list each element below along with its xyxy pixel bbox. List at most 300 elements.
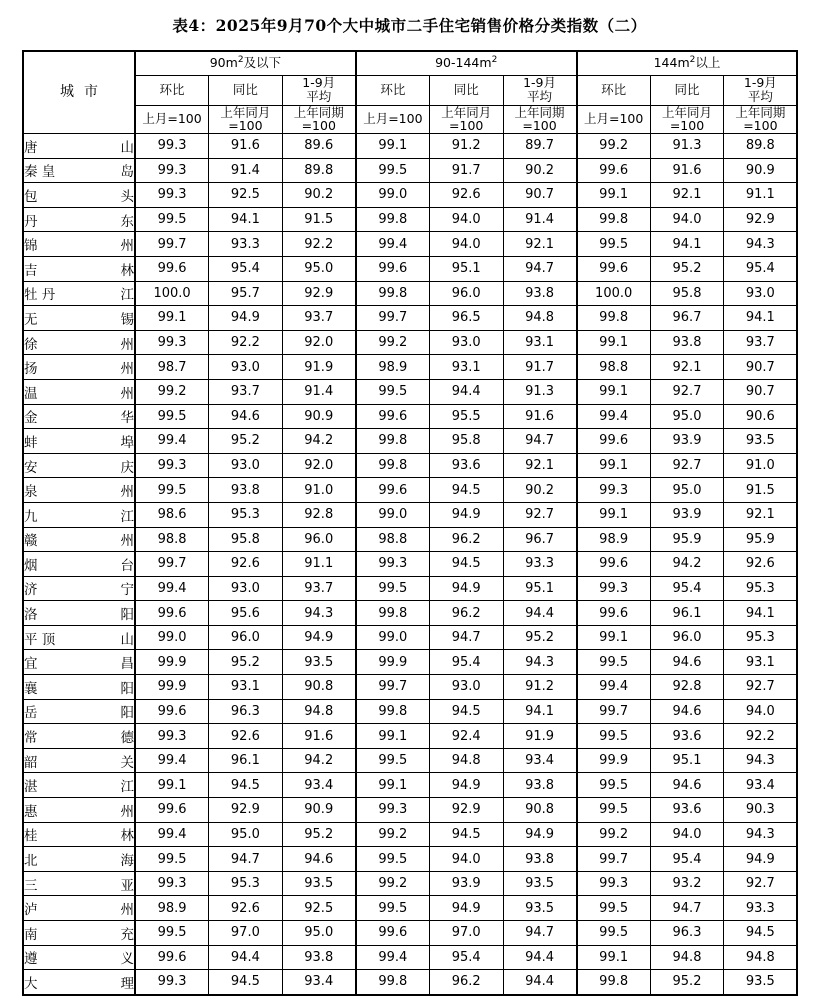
group-header-3-tail: 以上 — [695, 55, 721, 71]
value-cell: 94.0 — [429, 207, 503, 232]
value-cell: 99.8 — [356, 281, 430, 306]
value-cell: 95.3 — [209, 871, 283, 896]
value-cell: 95.2 — [209, 429, 283, 454]
value-cell: 99.4 — [135, 576, 209, 601]
value-cell: 91.9 — [282, 355, 356, 380]
value-cell: 91.6 — [209, 134, 283, 159]
value-cell: 99.2 — [356, 822, 430, 847]
city-name-part-2: 阳 — [120, 607, 134, 624]
table-row — [23, 183, 797, 208]
city-name-part-1: 九 — [24, 508, 38, 525]
value-cell: 99.1 — [577, 945, 651, 970]
price-index-table — [22, 50, 798, 996]
value-cell: 99.5 — [577, 232, 651, 257]
value-cell: 95.4 — [429, 945, 503, 970]
city-name-inner — [24, 529, 134, 549]
city-name-inner — [24, 800, 134, 820]
table-row — [23, 306, 797, 331]
city-name-cell — [23, 478, 135, 503]
value-cell: 93.1 — [209, 675, 283, 700]
city-name-part-2: 州 — [120, 361, 134, 378]
value-cell: 93.2 — [650, 871, 724, 896]
value-cell: 94.1 — [209, 207, 283, 232]
value-cell: 91.5 — [724, 478, 798, 503]
value-cell: 99.6 — [356, 404, 430, 429]
baseheader-g1-yoy-line2: =100 — [228, 118, 263, 134]
table-row — [23, 822, 797, 847]
value-cell: 99.5 — [356, 748, 430, 773]
city-name-part-2: 台 — [120, 557, 134, 574]
city-name-inner — [24, 628, 134, 648]
city-name-part-2: 州 — [120, 336, 134, 353]
city-name-part-1: 三 — [24, 877, 38, 894]
subheader-g2-yoy — [429, 75, 503, 105]
value-cell: 99.8 — [577, 306, 651, 331]
value-cell: 95.4 — [209, 256, 283, 281]
table-row — [23, 256, 797, 281]
city-name-part-1: 岳 — [24, 705, 38, 722]
value-cell: 94.3 — [724, 822, 798, 847]
value-cell: 90.7 — [724, 379, 798, 404]
city-name-cell — [23, 601, 135, 626]
city-name-inner — [24, 283, 134, 303]
value-cell: 93.7 — [724, 330, 798, 355]
city-name-cell — [23, 552, 135, 577]
value-cell: 93.0 — [429, 675, 503, 700]
baseheader-g2-avg-line1: 上年同期 — [514, 104, 565, 120]
city-name-part-1: 遵 — [24, 951, 38, 968]
baseheader-g3-yoy-line2: =100 — [669, 118, 705, 134]
value-cell: 94.7 — [503, 256, 577, 281]
city-name-part-2: 埠 — [120, 434, 134, 451]
value-cell: 99.9 — [356, 650, 430, 675]
city-name-cell — [23, 281, 135, 306]
value-cell: 99.7 — [356, 306, 430, 331]
table-row — [23, 478, 797, 503]
city-name-part-1: 烟 — [24, 557, 38, 574]
value-cell: 93.6 — [650, 724, 724, 749]
value-cell: 99.8 — [577, 970, 651, 995]
value-cell: 99.3 — [577, 576, 651, 601]
value-cell: 95.2 — [282, 822, 356, 847]
value-cell: 94.3 — [724, 748, 798, 773]
value-cell: 91.5 — [282, 207, 356, 232]
value-cell: 99.3 — [577, 871, 651, 896]
city-name-part-1: 泉 — [24, 484, 38, 501]
value-cell: 90.7 — [503, 183, 577, 208]
value-cell: 99.9 — [577, 748, 651, 773]
value-cell: 96.0 — [650, 625, 724, 650]
city-name-inner — [24, 234, 134, 254]
value-cell: 92.9 — [429, 798, 503, 823]
value-cell: 96.1 — [209, 748, 283, 773]
value-cell: 91.7 — [503, 355, 577, 380]
value-cell: 99.5 — [356, 379, 430, 404]
value-cell: 93.5 — [724, 970, 798, 995]
value-cell: 91.1 — [282, 552, 356, 577]
city-header-label: 城市 — [60, 84, 108, 101]
value-cell: 92.5 — [209, 183, 283, 208]
value-cell: 92.4 — [429, 724, 503, 749]
city-name-part-2: 海 — [120, 853, 134, 870]
value-cell: 95.0 — [650, 404, 724, 429]
table-header — [23, 51, 797, 134]
value-cell: 94.5 — [429, 478, 503, 503]
value-cell: 93.5 — [503, 871, 577, 896]
value-cell: 95.6 — [209, 601, 283, 626]
city-name-inner — [24, 603, 134, 623]
value-cell: 90.9 — [282, 798, 356, 823]
city-name-part-1: 常 — [24, 730, 38, 747]
value-cell: 99.8 — [356, 453, 430, 478]
value-cell: 94.0 — [650, 207, 724, 232]
baseheader-g1-yoy — [209, 105, 283, 134]
baseheader-g3-avg-line1: 上年同期 — [735, 104, 786, 120]
city-name-inner — [24, 751, 134, 771]
baseheader-g1-avg-line2: =100 — [301, 118, 336, 134]
city-name-part-2: 岛 — [120, 164, 134, 181]
value-cell: 99.3 — [356, 552, 430, 577]
table-row — [23, 650, 797, 675]
value-cell: 96.0 — [209, 625, 283, 650]
value-cell: 99.9 — [135, 675, 209, 700]
value-cell: 99.8 — [356, 429, 430, 454]
value-cell: 96.3 — [209, 699, 283, 724]
value-cell: 95.3 — [724, 576, 798, 601]
value-cell: 93.6 — [650, 798, 724, 823]
value-cell: 94.7 — [209, 847, 283, 872]
city-name-inner — [24, 578, 134, 598]
city-name-part-1: 温 — [24, 385, 38, 402]
value-cell: 93.8 — [282, 945, 356, 970]
city-name-inner — [24, 898, 134, 918]
table-row — [23, 847, 797, 872]
value-cell: 99.6 — [356, 256, 430, 281]
value-cell: 89.8 — [282, 158, 356, 183]
value-cell: 94.1 — [503, 699, 577, 724]
city-name-part-1: 徐 — [24, 336, 38, 353]
city-name-cell — [23, 798, 135, 823]
value-cell: 94.9 — [429, 773, 503, 798]
value-cell: 94.4 — [429, 379, 503, 404]
city-name-part-2: 理 — [120, 975, 134, 992]
city-name-cell — [23, 256, 135, 281]
value-cell: 95.8 — [209, 527, 283, 552]
value-cell: 98.9 — [577, 527, 651, 552]
city-name-cell — [23, 699, 135, 724]
value-cell: 94.4 — [503, 945, 577, 970]
value-cell: 94.5 — [429, 552, 503, 577]
table-row — [23, 871, 797, 896]
value-cell: 92.1 — [503, 232, 577, 257]
baseheader-g1-mom-line1: 上月=100 — [142, 111, 202, 127]
value-cell: 92.2 — [209, 330, 283, 355]
value-cell: 99.3 — [135, 158, 209, 183]
table-row — [23, 625, 797, 650]
city-name-part-1: 金 — [24, 410, 38, 427]
city-name-inner — [24, 677, 134, 697]
city-name-part-1: 泸 — [24, 902, 38, 919]
city-name-cell — [23, 847, 135, 872]
group-header-1-tail: 及以下 — [243, 55, 282, 71]
value-cell: 93.8 — [503, 773, 577, 798]
value-cell: 95.0 — [650, 478, 724, 503]
value-cell: 94.7 — [503, 921, 577, 946]
city-name-cell — [23, 970, 135, 995]
value-cell: 99.7 — [135, 552, 209, 577]
table-row — [23, 699, 797, 724]
value-cell: 98.8 — [356, 527, 430, 552]
value-cell: 94.7 — [429, 625, 503, 650]
city-name-inner — [24, 726, 134, 746]
value-cell: 93.3 — [503, 552, 577, 577]
baseheader-g2-mom — [356, 105, 430, 134]
value-cell: 94.0 — [650, 822, 724, 847]
value-cell: 99.1 — [135, 306, 209, 331]
city-name-cell — [23, 453, 135, 478]
city-name-inner — [24, 480, 134, 500]
city-name-inner — [24, 824, 134, 844]
city-name-cell — [23, 896, 135, 921]
value-cell: 99.1 — [356, 724, 430, 749]
value-cell: 95.8 — [650, 281, 724, 306]
city-name-cell — [23, 207, 135, 232]
value-cell: 92.8 — [282, 502, 356, 527]
city-name-part-2: 阳 — [120, 680, 134, 697]
value-cell: 99.2 — [577, 822, 651, 847]
city-name-cell — [23, 379, 135, 404]
value-cell: 94.7 — [650, 896, 724, 921]
value-cell: 99.3 — [135, 330, 209, 355]
city-name-inner — [24, 849, 134, 869]
value-cell: 89.7 — [503, 134, 577, 159]
value-cell: 99.9 — [135, 650, 209, 675]
value-cell: 95.8 — [429, 429, 503, 454]
city-name-inner — [24, 210, 134, 230]
value-cell: 99.4 — [135, 429, 209, 454]
value-cell: 94.0 — [724, 699, 798, 724]
value-cell: 92.7 — [503, 502, 577, 527]
baseheader-g1-avg-line1: 上年同期 — [293, 104, 344, 120]
value-cell: 99.5 — [356, 896, 430, 921]
value-cell: 99.6 — [577, 158, 651, 183]
value-cell: 90.7 — [724, 355, 798, 380]
value-cell: 99.5 — [356, 847, 430, 872]
city-name-part-1: 赣 — [24, 533, 38, 550]
city-name-part-2: 充 — [120, 926, 134, 943]
value-cell: 95.1 — [503, 576, 577, 601]
city-name-inner — [24, 259, 134, 279]
value-cell: 93.0 — [429, 330, 503, 355]
value-cell: 94.9 — [282, 625, 356, 650]
subheader-g3-avg-line1: 1-9月 — [743, 75, 777, 91]
table-row — [23, 773, 797, 798]
table-row — [23, 675, 797, 700]
city-name-part-1: 包 — [24, 188, 38, 205]
city-name-part-2: 州 — [120, 902, 134, 919]
city-name-cell — [23, 650, 135, 675]
value-cell: 95.0 — [282, 256, 356, 281]
value-cell: 95.2 — [650, 970, 724, 995]
city-name-inner — [24, 923, 134, 943]
table-row — [23, 748, 797, 773]
city-name-part-2: 庆 — [120, 459, 134, 476]
city-name-inner — [24, 308, 134, 328]
value-cell: 99.8 — [577, 207, 651, 232]
value-cell: 100.0 — [135, 281, 209, 306]
value-cell: 94.8 — [429, 748, 503, 773]
table-row — [23, 158, 797, 183]
value-cell: 92.7 — [724, 871, 798, 896]
city-name-cell — [23, 134, 135, 159]
value-cell: 90.2 — [282, 183, 356, 208]
city-name-part-2: 州 — [120, 803, 134, 820]
city-name-part-2: 江 — [120, 779, 134, 796]
city-name-cell — [23, 429, 135, 454]
value-cell: 91.6 — [503, 404, 577, 429]
value-cell: 94.6 — [650, 650, 724, 675]
value-cell: 91.4 — [503, 207, 577, 232]
group-header-1-sup: 2 — [237, 55, 244, 66]
baseheader-g2-avg-line2: =100 — [522, 118, 557, 134]
table-row — [23, 207, 797, 232]
value-cell: 93.1 — [724, 650, 798, 675]
subheader-g2-avg — [503, 75, 577, 105]
value-cell: 99.2 — [356, 330, 430, 355]
city-name-part-1: 秦 皇 — [24, 164, 56, 181]
value-cell: 94.8 — [724, 945, 798, 970]
value-cell: 95.0 — [209, 822, 283, 847]
value-cell: 89.6 — [282, 134, 356, 159]
city-name-part-2: 义 — [120, 951, 134, 968]
value-cell: 99.7 — [577, 699, 651, 724]
value-cell: 96.7 — [503, 527, 577, 552]
value-cell: 99.3 — [135, 134, 209, 159]
value-cell: 93.1 — [503, 330, 577, 355]
value-cell: 99.4 — [577, 404, 651, 429]
city-name-inner — [24, 382, 134, 402]
city-name-part-1: 扬 — [24, 361, 38, 378]
value-cell: 99.8 — [356, 699, 430, 724]
value-cell: 93.4 — [503, 748, 577, 773]
city-name-part-2: 亚 — [120, 877, 134, 894]
city-name-cell — [23, 527, 135, 552]
subheader-g1-avg-line2: 平均 — [306, 89, 332, 104]
baseheader-g2-avg — [503, 105, 577, 134]
subheader-g2-mom — [356, 75, 430, 105]
city-name-cell — [23, 502, 135, 527]
value-cell: 99.1 — [356, 134, 430, 159]
value-cell: 92.6 — [209, 896, 283, 921]
table-row — [23, 724, 797, 749]
table-row — [23, 552, 797, 577]
value-cell: 95.3 — [724, 625, 798, 650]
value-cell: 99.5 — [577, 773, 651, 798]
table-row — [23, 576, 797, 601]
value-cell: 92.1 — [503, 453, 577, 478]
value-cell: 99.5 — [577, 650, 651, 675]
city-name-inner — [24, 357, 134, 377]
city-name-part-1: 牡 丹 — [24, 287, 56, 304]
value-cell: 99.1 — [577, 379, 651, 404]
subheader-g3-avg — [724, 75, 798, 105]
subheader-g2-yoy-line1: 同比 — [453, 82, 479, 98]
value-cell: 97.0 — [429, 921, 503, 946]
value-cell: 94.3 — [503, 650, 577, 675]
city-name-part-1: 吉 — [24, 262, 38, 279]
value-cell: 96.3 — [650, 921, 724, 946]
city-name-part-2: 东 — [120, 213, 134, 230]
city-name-part-1: 韶 — [24, 754, 38, 771]
value-cell: 95.2 — [503, 625, 577, 650]
value-cell: 91.4 — [209, 158, 283, 183]
value-cell: 92.6 — [429, 183, 503, 208]
city-name-cell — [23, 183, 135, 208]
value-cell: 91.3 — [503, 379, 577, 404]
value-cell: 99.7 — [577, 847, 651, 872]
value-cell: 95.2 — [209, 650, 283, 675]
value-cell: 97.0 — [209, 921, 283, 946]
value-cell: 99.3 — [135, 183, 209, 208]
value-cell: 93.8 — [650, 330, 724, 355]
value-cell: 99.3 — [135, 453, 209, 478]
value-cell: 99.6 — [577, 256, 651, 281]
group-header-2 — [356, 51, 577, 75]
value-cell: 99.4 — [577, 675, 651, 700]
baseheader-g3-avg-line2: =100 — [743, 118, 778, 134]
table-row — [23, 527, 797, 552]
subheader-g2-avg-line2: 平均 — [527, 89, 553, 104]
group-header-1-main: 90m — [209, 55, 238, 71]
value-cell: 93.5 — [282, 871, 356, 896]
value-cell: 99.3 — [577, 478, 651, 503]
city-name-inner — [24, 972, 134, 992]
value-cell: 99.5 — [135, 921, 209, 946]
value-cell: 92.6 — [209, 724, 283, 749]
value-cell: 92.7 — [650, 453, 724, 478]
table-body — [23, 134, 797, 995]
value-cell: 99.8 — [356, 601, 430, 626]
value-cell: 95.4 — [429, 650, 503, 675]
value-cell: 93.4 — [282, 773, 356, 798]
table-row — [23, 896, 797, 921]
value-cell: 90.6 — [724, 404, 798, 429]
table-row — [23, 404, 797, 429]
city-name-part-2: 州 — [120, 385, 134, 402]
value-cell: 93.5 — [724, 429, 798, 454]
city-name-inner — [24, 406, 134, 426]
baseheader-g3-avg — [724, 105, 798, 134]
value-cell: 92.9 — [724, 207, 798, 232]
value-cell: 94.2 — [282, 429, 356, 454]
value-cell: 99.8 — [356, 970, 430, 995]
value-cell: 91.9 — [503, 724, 577, 749]
value-cell: 93.6 — [429, 453, 503, 478]
value-cell: 93.9 — [650, 502, 724, 527]
page-title: 表4：2025年9月70个大中城市二手住宅销售价格分类指数（二） — [172, 16, 647, 35]
value-cell: 94.8 — [650, 945, 724, 970]
city-name-part-2: 林 — [120, 262, 134, 279]
value-cell: 95.3 — [209, 502, 283, 527]
value-cell: 99.6 — [135, 601, 209, 626]
value-cell: 93.0 — [209, 355, 283, 380]
value-cell: 95.1 — [650, 748, 724, 773]
value-cell: 92.2 — [724, 724, 798, 749]
value-cell: 96.0 — [429, 281, 503, 306]
value-cell: 98.8 — [577, 355, 651, 380]
value-cell: 94.9 — [429, 576, 503, 601]
value-cell: 95.4 — [650, 576, 724, 601]
